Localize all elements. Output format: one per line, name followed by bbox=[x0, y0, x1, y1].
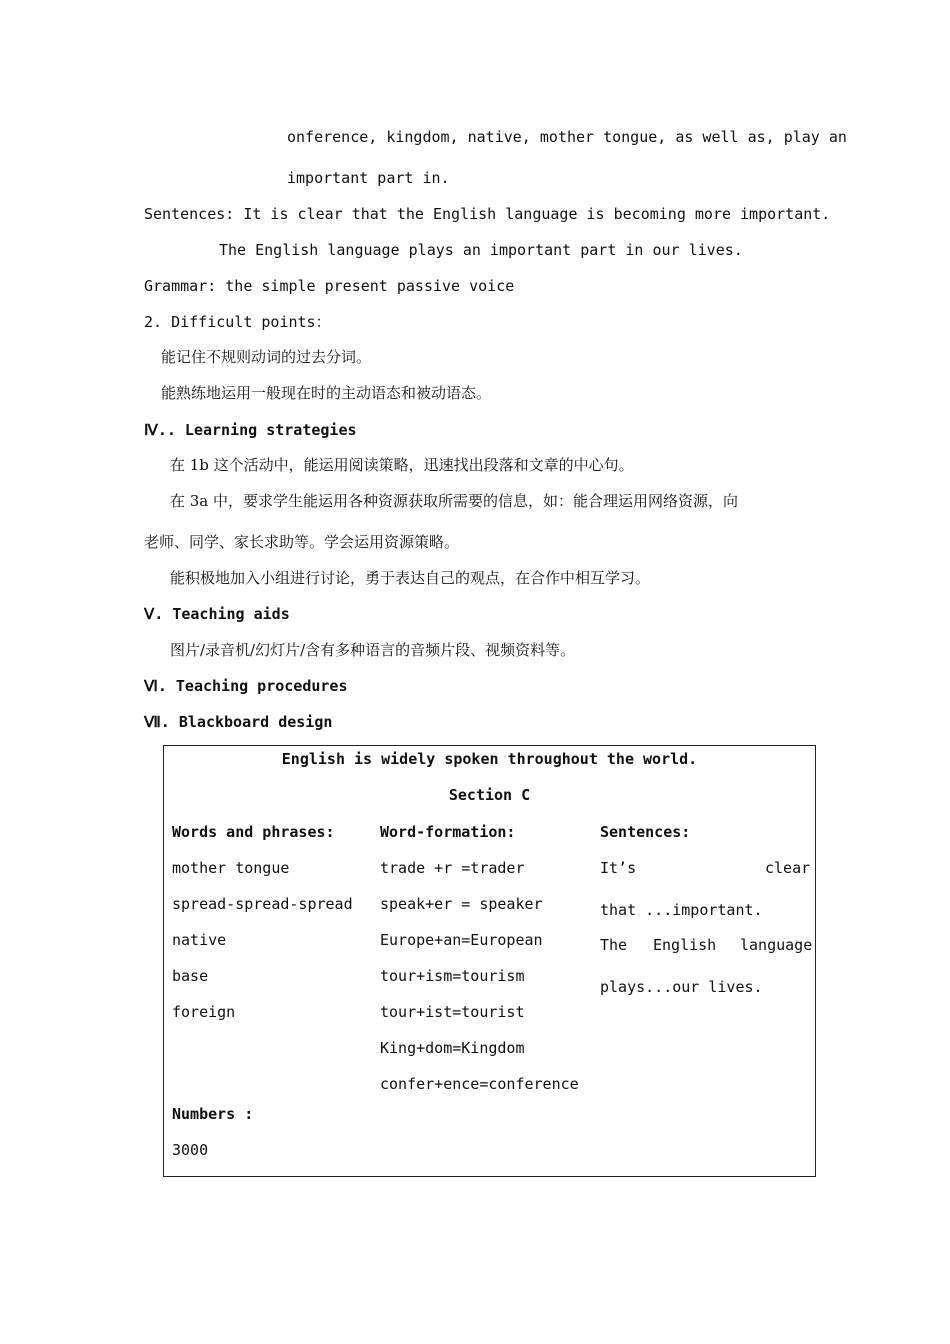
formation-item: King+dom=Kingdom bbox=[380, 1039, 525, 1057]
section-vi-title: Ⅵ. Teaching procedures bbox=[144, 677, 348, 695]
numbers-header: Numbers : bbox=[172, 1105, 254, 1123]
sentence-2-word: language bbox=[740, 936, 813, 954]
sentence-2-word: English bbox=[653, 936, 717, 954]
vocab-line-1: onference, kingdom, native, mother tongue, as well as, play an bbox=[287, 128, 847, 146]
sentence-1-end: that ...important. bbox=[600, 901, 763, 919]
sentence-1-word: clear bbox=[765, 859, 811, 877]
word-item: spread-spread-spread bbox=[172, 895, 353, 913]
word-item: base bbox=[172, 967, 209, 985]
sentences-line-2: The English language plays an important part in our lives. bbox=[219, 241, 743, 259]
strategy-2a: 在 3a 中，要求学生能运用各种资源获取所需要的信息，如：能合理运用网络资源，向 bbox=[170, 492, 739, 510]
numbers-value: 3000 bbox=[172, 1141, 209, 1159]
sentence-2-end: plays...our lives. bbox=[600, 978, 763, 996]
sentence-2-word: The bbox=[600, 936, 628, 954]
section-vii-title: Ⅶ. Blackboard design bbox=[144, 713, 333, 731]
strategy-2b: 老师、同学、家长求助等。学会运用资源策略。 bbox=[144, 533, 460, 551]
section-iv-title: Ⅳ.. Learning strategies bbox=[144, 421, 357, 439]
difficult-point-1: 能记住不规则动词的过去分词。 bbox=[161, 348, 372, 366]
teaching-aids-text: 图片/录音机/幻灯片/含有多种语言的音频片段、视频资料等。 bbox=[170, 641, 576, 659]
formation-item: speak+er = speaker bbox=[380, 895, 543, 913]
sentences-header: Sentences: bbox=[600, 823, 691, 841]
board-section: Section C bbox=[448, 786, 531, 804]
sentence-1-word: It’s bbox=[600, 859, 637, 877]
formation-header: Word-formation: bbox=[380, 823, 516, 841]
strategy-3: 能积极地加入小组进行讨论，勇于表达自己的观点，在合作中相互学习。 bbox=[170, 569, 651, 587]
word-item: foreign bbox=[172, 1003, 236, 1021]
difficult-points-title: 2. Difficult points： bbox=[144, 313, 331, 331]
vocab-line-2: important part in. bbox=[287, 169, 450, 187]
sentences-line-1: Sentences: It is clear that the English language is becoming more important. bbox=[144, 205, 831, 223]
board-title: English is widely spoken throughout the world. bbox=[281, 750, 698, 768]
formation-item: confer+ence=conference bbox=[380, 1075, 579, 1093]
grammar-line: Grammar: the simple present passive voice bbox=[144, 277, 515, 295]
blackboard-design-table bbox=[163, 745, 816, 1177]
word-item: native bbox=[172, 931, 227, 949]
difficult-point-2: 能熟练地运用一般现在时的主动语态和被动语态。 bbox=[161, 384, 492, 402]
formation-item: Europe+an=European bbox=[380, 931, 543, 949]
section-v-title: Ⅴ. Teaching aids bbox=[144, 605, 290, 623]
word-item: mother tongue bbox=[172, 859, 290, 877]
formation-item: tour+ist=tourist bbox=[380, 1003, 525, 1021]
formation-item: trade +r =trader bbox=[380, 859, 525, 877]
words-header: Words and phrases: bbox=[172, 823, 335, 841]
strategy-1: 在 1b 这个活动中，能运用阅读策略，迅速找出段落和文章的中心句。 bbox=[170, 456, 634, 474]
formation-item: tour+ism=tourism bbox=[380, 967, 525, 985]
